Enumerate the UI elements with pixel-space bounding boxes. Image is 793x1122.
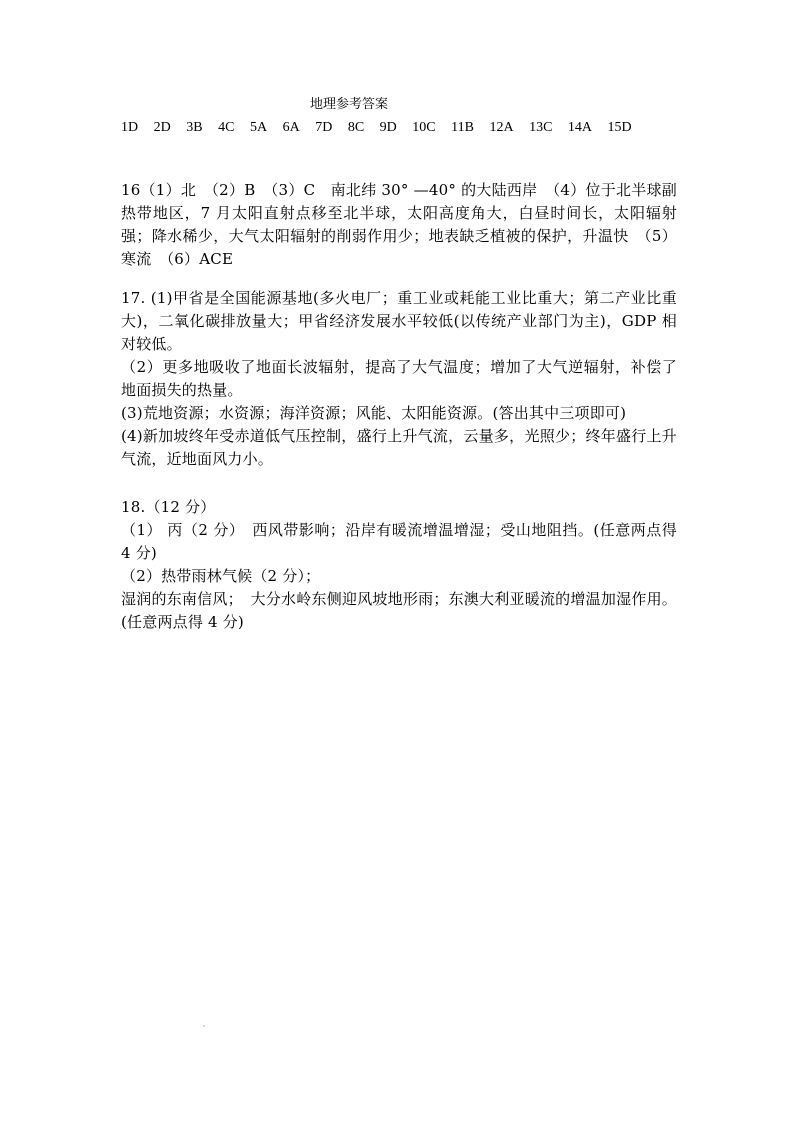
answer-item: 10C: [412, 120, 436, 135]
answer-item: 5A: [249, 120, 268, 135]
question-17-part-4: (4)新加坡终年受赤道低气压控制，盛行上升气流，云量多，光照少；终年盛行上升气流，近地面风力小。: [121, 427, 677, 468]
answer-item: 11B: [451, 120, 474, 135]
answer-item: 3B: [186, 120, 203, 135]
page-title: 地理参考答案: [310, 97, 389, 112]
question-16-answer: [121, 179, 677, 271]
answer-item: 4C: [218, 120, 235, 135]
answer-item: 13C: [529, 120, 553, 135]
question-17-part-1: 17. (1)甲省是全国能源基地(多火电厂；重工业或耗能工业比重大；第二产业比重大)，二氧化碳排放量大；甲省经济发展水平较低(以传统产业部门为主)，GDP 相对较低。: [121, 289, 677, 353]
answer-item: 9D: [379, 120, 397, 135]
question-18-part-2: （2）热带雨林气候（2 分）；: [121, 567, 321, 585]
answer-item: 8C: [347, 120, 365, 135]
question-16-text: 16（1）北 （2）B （3）C 南北纬 30° —40° 的大陆西岸 （4）位于北半球副热带地区，7 月太阳直射点移至北半球，太阳高度角大，白昼时间长，太阳辐射强；降水稀少，大气太阳辐射的削弱作用少；地表缺乏植被的保护，升温快 （5）寒流 （6）ACE: [121, 181, 677, 268]
answer-item: 14A: [567, 120, 593, 135]
multiple-choice-answers: [121, 119, 644, 137]
answer-item: 15D: [607, 120, 632, 135]
answer-item: 2D: [153, 120, 171, 135]
answer-item: 7D: [315, 120, 333, 135]
question-18-part-2-detail: 湿润的东南信风； 大分水岭东侧迎风坡地形雨；东澳大利亚暖流的增温加湿作用。(任意两点得 4 分): [121, 590, 677, 631]
scan-speck: [203, 1025, 205, 1027]
question-18-answer: [121, 496, 677, 634]
question-18-part-1: （1） 丙（2 分） 西风带影响；沿岸有暖流增温增湿；受山地阻挡。(任意两点得 4 分): [121, 521, 677, 562]
question-18-heading: 18.（12 分）: [121, 498, 216, 516]
question-17-part-2: （2）更多地吸收了地面长波辐射，提高了大气温度；增加了大气逆辐射，补偿了地面损失的热量。: [121, 358, 677, 399]
question-17-answer: [121, 287, 677, 471]
answer-item: 6A: [282, 120, 300, 135]
question-17-part-3: (3)荒地资源；水资源；海洋资源；风能、太阳能资源。(答出其中三项即可): [121, 404, 627, 422]
answer-item: 12A: [489, 120, 514, 135]
answer-item: 1D: [121, 120, 139, 135]
